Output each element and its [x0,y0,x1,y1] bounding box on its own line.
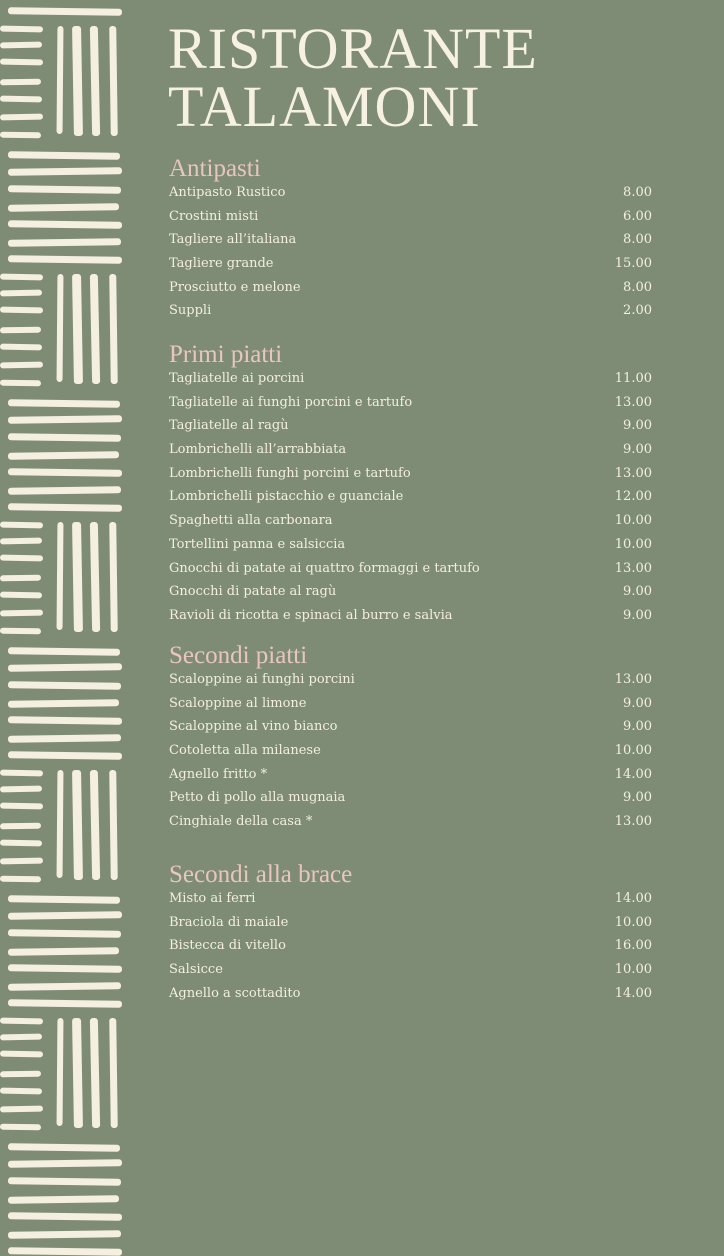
brush-stroke [0,327,41,334]
menu-item [169,393,652,417]
brush-stroke [0,1034,42,1041]
brush-stroke [8,1159,122,1168]
brush-stroke [109,770,118,880]
brush-stroke [0,290,42,297]
menu-item-name: Salsicce [169,962,223,978]
menu-item-price: 9.00 [623,442,652,458]
brush-stroke [8,895,120,904]
brush-stroke [8,716,122,725]
brush-stroke [0,1088,42,1095]
brush-stroke [8,929,121,938]
menu-item-name: Cotoletta alla milanese [169,743,321,759]
brush-stroke [0,803,43,810]
brush-stroke [8,751,122,760]
section-title: Secondi alla brace [169,861,353,888]
brush-stroke [8,451,119,460]
menu-item-price: 14.00 [614,985,652,1001]
brush-stroke [0,610,43,617]
brush-stroke [0,522,43,529]
brush-stroke [8,982,121,991]
menu-item [169,670,652,694]
brush-stroke [8,433,121,442]
brush-stroke [109,522,118,632]
brush-stroke [0,274,43,281]
section-secondi-alla-brace [169,863,652,1007]
brush-stroke [72,1018,83,1128]
brush-stroke [0,876,41,883]
section-title: Antipasti [169,155,261,182]
menu-item-name: Petto di pollo alla mugnaia [169,790,346,806]
menu-item-price: 9.00 [623,695,652,711]
section-secondi-piatti [169,644,652,836]
title-line-2: TALAMONI [168,74,481,139]
brush-stroke [0,1124,41,1131]
menu-item-price: 13.00 [614,814,652,830]
brush-stroke [0,26,43,33]
brush-stroke [8,185,121,194]
menu-item-price: 13.00 [614,560,652,576]
brush-stroke [0,362,43,369]
menu-item-price: 10.00 [614,743,652,759]
menu-item-name: Tagliere all’italiana [169,232,297,248]
brush-stroke [8,1230,121,1239]
menu-item-price: 13.00 [614,394,652,410]
menu-item-name: Bistecca di vitello [169,938,286,954]
menu-item [169,936,652,960]
section-title: Primi piatti [169,341,283,368]
brush-stroke [8,415,122,424]
menu-item-price: 8.00 [623,232,652,248]
brush-stroke [0,59,43,66]
brush-stroke [72,770,83,880]
menu-item-price: 12.00 [614,489,652,505]
brush-stroke [0,1051,43,1058]
brush-stroke [0,786,42,793]
title-line-1: RISTORANTE [168,16,538,81]
brush-stroke [0,592,42,599]
brush-stroke [8,647,120,656]
menu-item-name: Spaghetti alla carbonara [169,513,333,529]
brush-stroke [8,699,119,708]
menu-item-name: Tagliatelle ai porcini [169,371,305,386]
brush-stroke [90,770,100,880]
brush-stroke [0,1018,43,1025]
brush-stroke [8,503,122,512]
brush-stroke [57,274,64,382]
menu-item-name: Misto ai ferri [169,891,256,906]
brush-stroke [57,1018,64,1126]
menu-item [169,183,652,207]
brush-stroke [0,344,42,351]
brush-stroke [8,151,120,160]
menu-item-price: 2.00 [623,303,652,319]
brush-stroke [8,1247,122,1256]
menu-item-price: 10.00 [614,536,652,552]
menu-item-price: 14.00 [614,766,652,782]
menu-item [169,765,652,789]
menu-item [169,717,652,741]
brush-stroke [0,380,41,387]
brush-stroke [72,274,83,384]
menu-item-name: Gnocchi di patate ai quattro formaggi e tartufo [169,560,480,576]
brush-stroke [8,486,121,495]
brush-stroke [8,7,122,16]
menu-item [169,741,652,765]
brush-stroke [90,26,100,136]
brush-stroke [8,947,119,956]
menu-item-price: 10.00 [614,513,652,529]
brush-stroke [0,823,41,830]
menu-item-price: 13.00 [614,465,652,481]
brush-stroke [0,79,41,86]
brush-stroke [8,1195,119,1204]
menu-item [169,440,652,464]
menu-item-name: Gnocchi di patate al ragù [169,584,337,600]
menu-item [169,301,652,325]
brush-stroke [0,628,41,635]
brush-stroke [90,274,100,384]
menu-item [169,369,652,393]
menu-item [169,254,652,278]
brush-stroke [8,220,122,229]
menu-item [169,230,652,254]
menu-item [169,511,652,535]
restaurant-title [168,16,538,139]
menu-item [169,960,652,984]
menu-item-price: 9.00 [623,719,652,735]
menu-item-name: Tortellini panna e salsiccia [169,536,346,552]
menu-item-price: 10.00 [614,962,652,978]
menu-item [169,535,652,559]
brush-stroke [109,26,118,136]
menu-item-price: 8.00 [623,279,652,295]
section-title: Secondi piatti [169,642,308,669]
menu-item [169,464,652,488]
brush-stroke [109,274,118,384]
brush-stroke [8,238,121,247]
brush-stroke [72,522,83,632]
menu-item-name: Tagliere grande [169,256,274,272]
brush-stroke [8,681,121,690]
brush-stroke [8,399,120,408]
menu-item-name: Antipasto Rustico [169,185,286,200]
section-primi-piatti [169,343,652,630]
menu-item-price: 15.00 [614,256,652,272]
menu-item-name: Scaloppine ai funghi porcini [169,672,355,687]
brush-stroke [0,307,43,314]
menu-item [169,694,652,718]
menu-item-price: 9.00 [623,790,652,806]
menu-item-name: Lombrichelli funghi porcini e tartufo [169,465,411,481]
menu-item-name: Lombrichelli pistacchio e guanciale [169,489,404,505]
brush-stroke [57,770,64,878]
brush-stroke [0,858,43,865]
section-antipasti [169,157,652,325]
menu-item [169,559,652,583]
menu-item-price: 8.00 [623,185,652,200]
decorative-stroke-pattern [0,0,130,1024]
brush-stroke [8,1212,122,1221]
brush-stroke [8,255,122,264]
brush-stroke [90,522,100,632]
brush-stroke [0,132,41,139]
brush-stroke [8,468,122,477]
menu-item-name: Tagliatelle al ragù [169,418,289,434]
brush-stroke [8,964,122,973]
menu-item-name: Lombrichelli all’arrabbiata [169,442,347,458]
menu-item-price: 13.00 [614,672,652,687]
menu-item-name: Suppli [169,303,212,319]
brush-stroke [8,1143,120,1152]
brush-stroke [8,167,122,176]
menu-item [169,582,652,606]
brush-stroke [0,840,42,847]
brush-stroke [0,1106,43,1113]
brush-stroke [0,770,43,777]
menu-item [169,207,652,231]
menu-item [169,606,652,630]
brush-stroke [8,999,122,1008]
brush-stroke [8,1177,121,1186]
menu-item [169,416,652,440]
brush-stroke [72,26,83,136]
menu-item-price: 9.00 [623,584,652,600]
menu-item [169,889,652,913]
menu-item-name: Prosciutto e melone [169,279,301,295]
brush-stroke [0,538,42,545]
brush-stroke [57,522,64,630]
menu-item-name: Cinghiale della casa * [169,814,313,830]
menu-item-name: Crostini misti [169,208,259,224]
brush-stroke [8,734,121,743]
menu-item-name: Agnello a scottadito [169,985,301,1001]
brush-stroke [8,663,122,672]
menu-item-price: 14.00 [614,891,652,906]
brush-stroke [109,1018,118,1128]
menu-item-name: Agnello fritto * [169,766,268,782]
brush-stroke [0,555,43,562]
brush-stroke [0,42,42,49]
menu-item-name: Tagliatelle ai funghi porcini e tartufo [169,394,413,410]
brush-stroke [8,203,119,212]
menu-item-price: 9.00 [623,607,652,623]
menu-item-price: 9.00 [623,418,652,434]
brush-stroke [8,911,122,920]
menu-item-price: 16.00 [614,938,652,954]
menu-item [169,812,652,836]
brush-stroke [0,114,43,121]
menu-item [169,278,652,302]
menu-item-price: 11.00 [614,371,652,386]
menu-item [169,487,652,511]
menu-item-price: 10.00 [614,914,652,930]
brush-stroke [0,96,42,103]
brush-stroke [57,26,64,134]
menu-item [169,788,652,812]
brush-stroke [90,1018,100,1128]
menu-item-name: Scaloppine al vino bianco [169,719,338,735]
menu-item [169,984,652,1008]
menu-item [169,913,652,937]
menu-item-price: 6.00 [623,208,652,224]
menu-item-name: Braciola di maiale [169,914,289,930]
brush-stroke [0,1071,41,1078]
brush-stroke [0,575,41,582]
menu-item-name: Scaloppine al limone [169,695,307,711]
menu-item-name: Ravioli di ricotta e spinaci al burro e salvia [169,607,453,623]
